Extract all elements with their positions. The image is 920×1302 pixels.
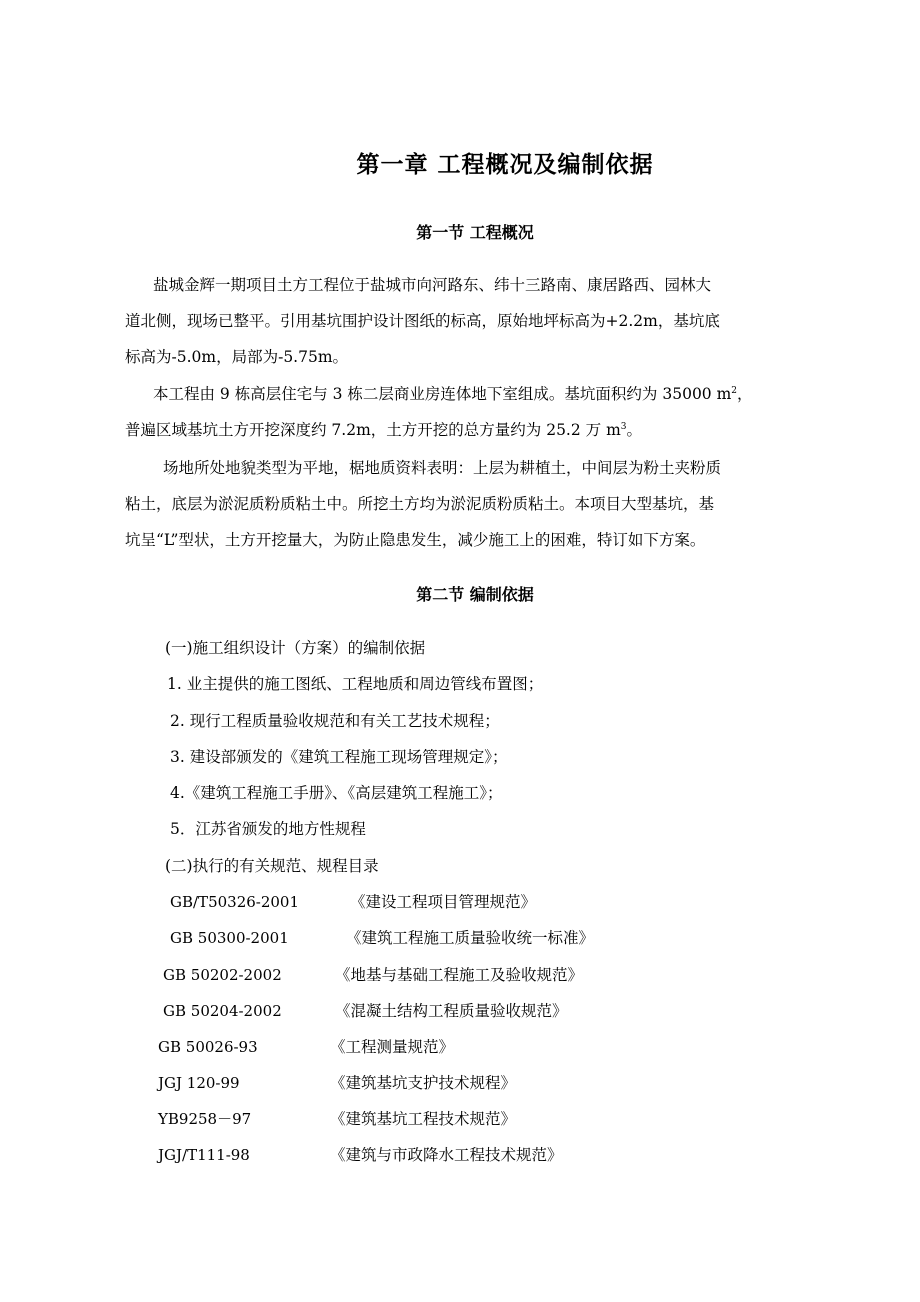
standard-title: 《工程测量规范》	[330, 1038, 455, 1056]
text-line: 盐城金辉一期项目土方工程位于盐城市向河路东、纬十三路南、康居路西、园林大	[153, 276, 712, 294]
section-title-overview: 第一节 工程概况	[416, 223, 534, 242]
standard-title: 《建筑与市政降水工程技术规范》	[330, 1146, 563, 1164]
standard-title: 《地基与基础工程施工及验收规范》	[335, 966, 584, 984]
standard-code: YB9258－97	[158, 1110, 252, 1128]
standard-code: GB/T50326-2001	[170, 893, 300, 911]
text-line: 普遍区域基坑土方开挖深度约 7.2m，土方开挖的总方量约为 25.2 万 $m^3$。	[125, 421, 643, 439]
standard-title: 《建设工程项目管理规范》	[350, 893, 537, 911]
standard-title: 《混凝土结构工程质量验收规范》	[335, 1002, 568, 1020]
standard-code: GB 50300-2001	[170, 929, 289, 947]
text-line: 道北侧，现场已整平。引用基坑围护设计图纸的标高，原始地坪标高为+2.2m，基坑底	[125, 312, 720, 330]
section-title-basis: 第二节 编制依据	[416, 585, 534, 604]
text-line: 坑呈“L”型状，土方开挖量大，为防止隐患发生，减少施工上的困难，特订如下方案。	[125, 531, 706, 549]
list-item: 4.《建筑工程施工手册》、《高层建筑工程施工》；	[170, 784, 503, 802]
list-item: 2. 现行工程质量验收规范和有关工艺技术规程；	[170, 712, 500, 730]
text-line: 粘土，底层为淤泥质粉质粘土中。所挖土方均为淤泥质粉质粘土。本项目大型基坑，基	[125, 495, 715, 513]
standard-code: JGJ/T111-98	[158, 1146, 250, 1164]
list-item: 1. 业主提供的施工图纸、工程地质和周边管线布置图；	[167, 675, 544, 693]
standard-title: 《建筑基坑支护技术规程》	[330, 1074, 517, 1092]
list-item: 5．江苏省颁发的地方性规程	[170, 820, 366, 838]
standard-code: GB 50202-2002	[163, 966, 282, 984]
standard-title: 《建筑基坑工程技术规范》	[330, 1110, 517, 1128]
standard-code: JGJ 120-99	[158, 1074, 240, 1092]
list-item: 3. 建设部颁发的《建筑工程施工现场管理规定》；	[170, 748, 508, 766]
subsection-heading: (二)执行的有关规范、规程目录	[165, 857, 379, 875]
standard-code: GB 50204-2002	[163, 1002, 282, 1020]
text-line: 本工程由 9 栋高层住宅与 3 栋二层商业房连体地下室组成。基坑面积约为 35000 $m^2$，	[153, 385, 753, 403]
subsection-heading: (一)施工组织设计（方案）的编制依据	[165, 639, 426, 657]
standard-code: GB 50026-93	[158, 1038, 258, 1056]
text-line: 场地所处地貌类型为平地，椐地质资料表明：上层为耕植土，中间层为粉土夹粉质	[163, 459, 722, 477]
text-line: 标高为-5.0m，局部为-5.75m。	[125, 348, 349, 366]
chapter-title: 第一章 工程概况及编制依据	[356, 152, 654, 178]
standard-title: 《建筑工程施工质量验收统一标准》	[346, 929, 595, 947]
